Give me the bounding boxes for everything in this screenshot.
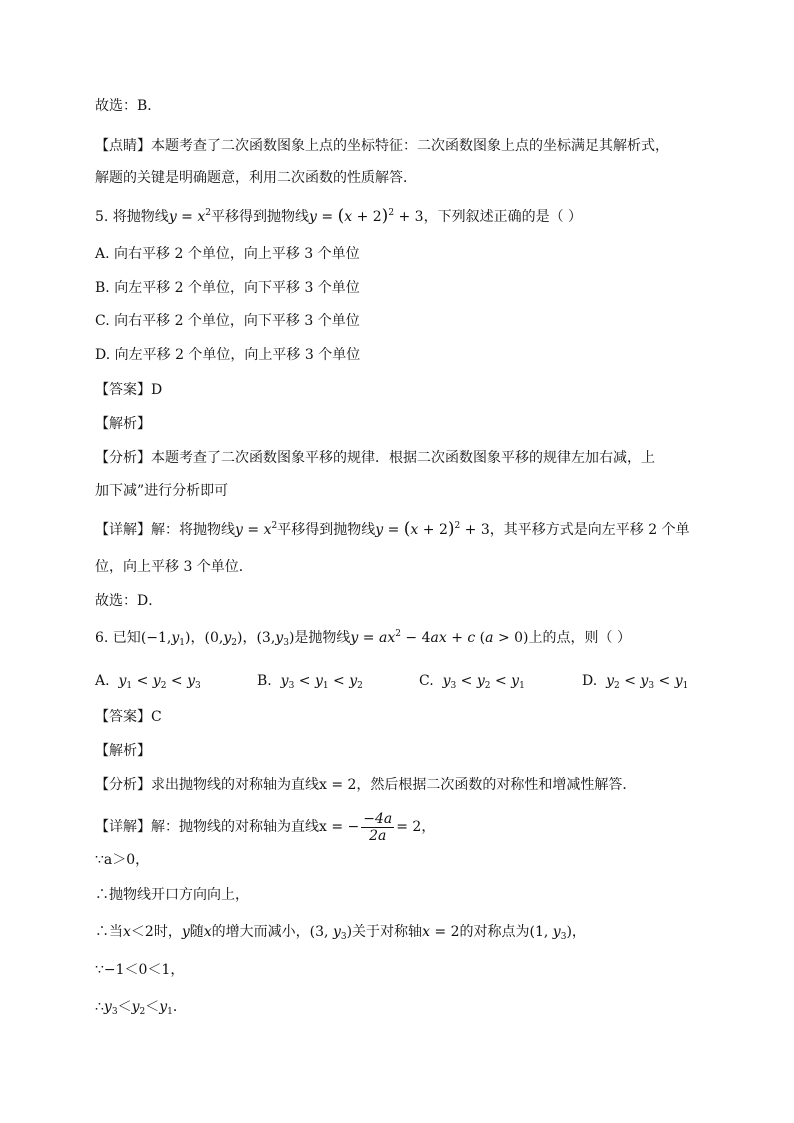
detail-6-suffix: = 2， [396,819,436,835]
question-6-suffix: 上的点，则（ ） [528,630,631,646]
step-4: ∵−1＜0＜1， [95,962,185,978]
option-5-c: C. 向右平移 2 个单位，向下平移 3 个单位 [95,313,360,329]
text-line: 故选：B． [95,98,162,114]
option-6-c: C. $y_3 < y_2 < y_1$ [419,673,525,691]
step-5: $\therefore y_3<y_2<y_1$． [95,999,187,1017]
option-6-d: D. $y_2 < y_3 < y_1$ [582,673,689,691]
step-2: ∴抛物线开口方向向上， [95,887,249,903]
choice-5: 故选：D． [95,593,163,609]
question-5-middle: 平移得到抛物线 [211,209,310,225]
option-5-b: B. 向左平移 2 个单位，向下平移 3 个单位 [95,280,360,296]
answer-6: 【答案】C [95,709,162,725]
detail-5-middle: 平移得到抛物线 [277,522,376,538]
question-6-stem: 6. 已知$(-1,y_1)$，$(0,y_2)$，$(3,y_3)$是抛物线$y = ax^2 - 4ax + c$ (a > 0)上的点，则（ ） [95,629,631,648]
option-6-a: A. $y_1 < y_2 < y_3$ [95,673,201,691]
analysis-5-heading: 【解析】 [95,416,151,432]
step-1: ∵a＞0， [95,852,150,868]
analysis-5-line-2: 加下减”进行分析即可 [95,483,229,499]
option-5-d: D. 向左平移 2 个单位，向上平移 3 个单位 [95,347,361,363]
analysis-5-line-1: 【分析】本题考查了二次函数图象平移的规律．根据二次函数图象平移的规律左加右减，上 [95,450,655,466]
detail-5-line-1: 【详解】解：将抛物线$y = x^2$平移得到抛物线$y = (x + 2)^2 + 3$，其平移方式是向左平移 2 个单 [95,519,690,539]
formula: y [168,209,177,225]
analysis-6-heading: 【解析】 [95,743,151,759]
analysis-6-line: 【分析】求出抛物线的对称轴为直线x = 2，然后根据二次函数的对称性和增减性解答． [95,777,637,793]
detail-5-suffix: ，其平移方式是向左平移 2 个单 [489,522,690,538]
question-6-prefix: 6. 已知 [95,630,141,646]
text-line: 【点睛】本题考查了二次函数图象上点的坐标特征：二次函数图象上点的坐标满足其解析式， [95,138,669,154]
question-5-suffix: ，下列叙述正确的是（ ） [423,209,583,225]
text-line: 解题的关键是明确题意，利用二次函数的性质解答． [95,170,417,186]
detail-5-line-2: 位，向上平移 3 个单位． [95,559,253,575]
detail-6-line-1 [95,810,702,844]
option-6-b: B. $y_3 < y_1 < y_2$ [257,673,363,691]
step-3: ∴当x＜2时，y随x的增大而减小，(3, $y_3$)关于对称轴x = 2的对称点为(1, $y_3$)， [95,924,586,942]
question-5-stem: 5. 将抛物线$y = x^2$平移得到抛物线$y = (x + 2)^2 + 3$，下列叙述正确的是（ ） [95,206,583,226]
question-5-prefix: 5. 将抛物线 [95,209,169,225]
fraction: $\frac{-4a}{2a}$ [363,810,393,844]
option-5-a: A. 向右平移 2 个单位，向上平移 3 个单位 [95,246,360,262]
detail-6-prefix: 【详解】解：抛物线的对称轴为直线x = − [95,819,360,835]
answer-5: 【答案】D [95,382,163,398]
detail-5-prefix: 【详解】解：将抛物线 [95,522,235,538]
